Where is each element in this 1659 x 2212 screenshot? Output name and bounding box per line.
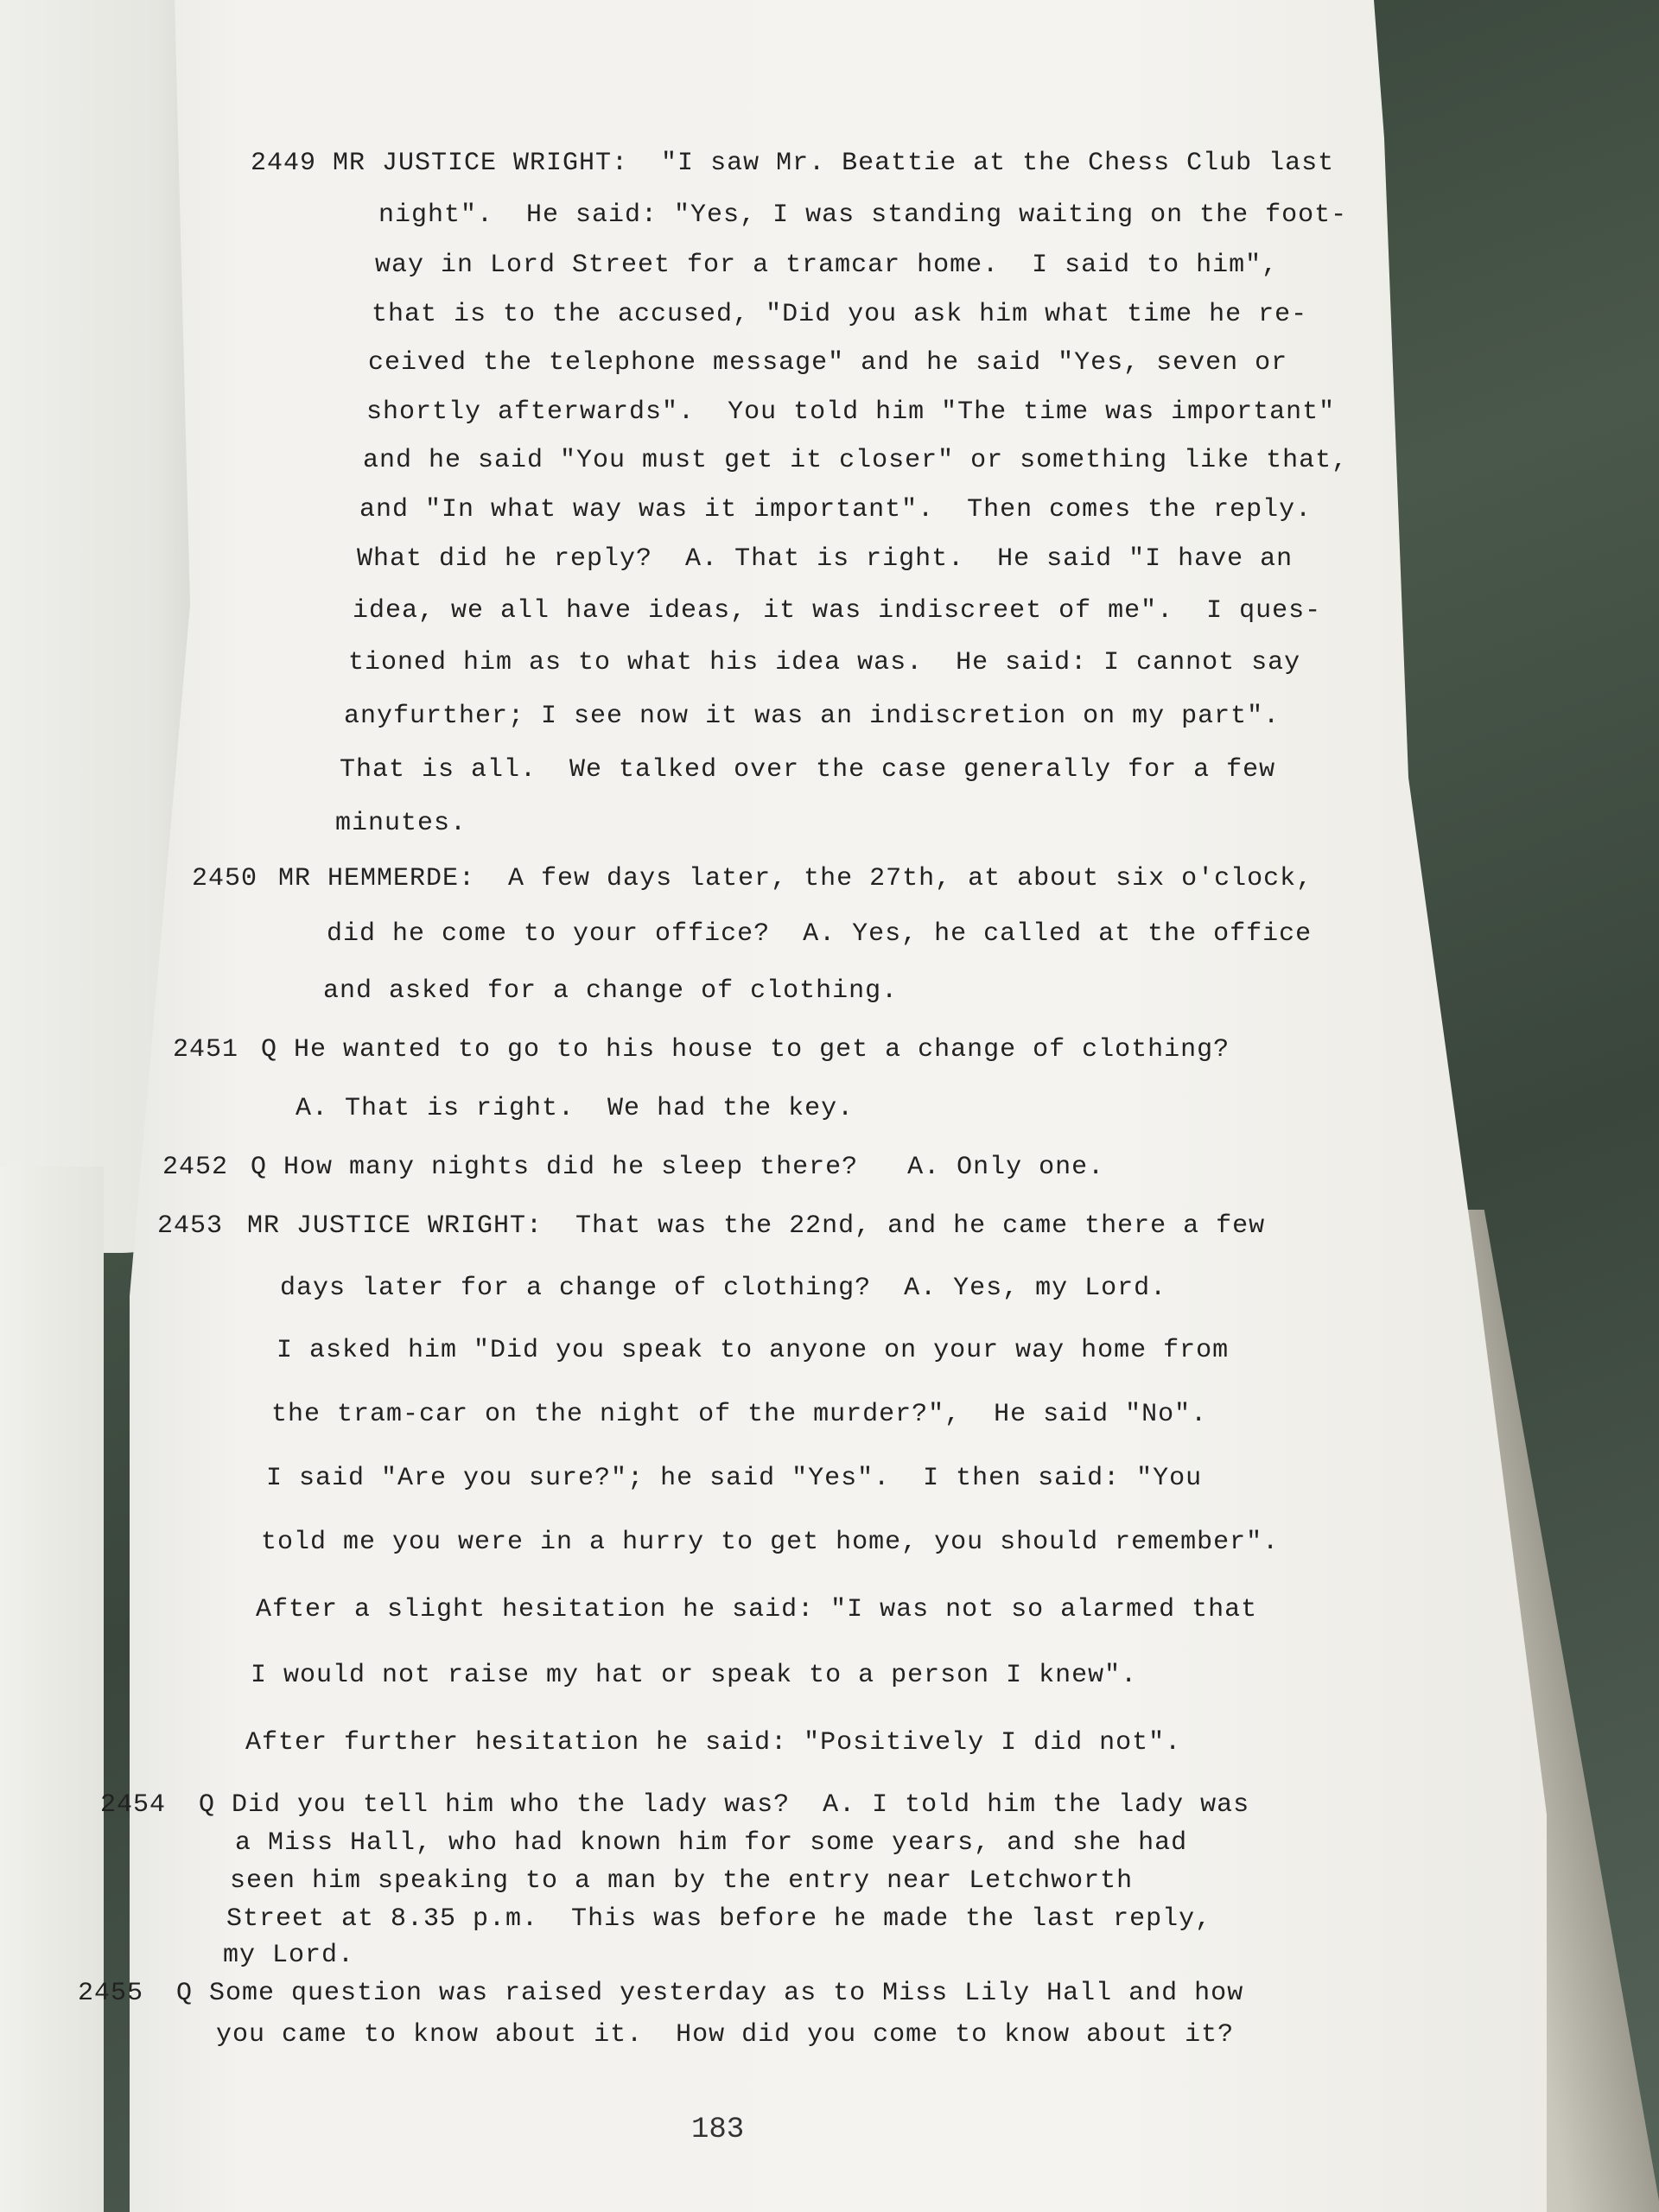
transcript-line: Q How many nights did he sleep there? A. Only one. [251,1153,1105,1182]
transcript-line: Q Some question was raised yesterday as to Miss Lily Hall and how [176,1979,1244,2008]
transcript-line: MR JUSTICE WRIGHT: That was the 22nd, and he came there a few [247,1211,1266,1241]
paragraph-number: 2449 [251,149,317,178]
transcript-line: shortly afterwards". You told him "The time was important" [366,397,1336,427]
transcript-line: I would not raise my hat or speak to a person I knew". [251,1661,1138,1690]
transcript-line: minutes. [335,809,467,838]
transcript-line: you came to know about it. How did you come to know about it? [216,2020,1235,2050]
transcript-line: I asked him "Did you speak to anyone on your way home from [276,1336,1230,1365]
transcript-line: my Lord. [223,1941,355,1970]
transcript-line: days later for a change of clothing? A. Yes, my Lord. [280,1274,1167,1303]
paragraph-number: 2451 [173,1035,239,1065]
transcript-line: tioned him as to what his idea was. He said: I cannot say [348,648,1301,677]
paragraph-number: 2452 [162,1153,229,1182]
transcript-line: seen him speaking to a man by the entry near Letchworth [230,1866,1134,1896]
transcript-line: did he come to your office? A. Yes, he called at the office [327,919,1313,949]
transcript-line: Q He wanted to go to his house to get a change of clothing? [261,1035,1230,1065]
transcript-line: that is to the accused, "Did you ask him what time he re- [372,300,1308,329]
transcript-line: What did he reply? A. That is right. He said "I have an [357,544,1294,574]
paragraph-number: 2453 [157,1211,224,1241]
transcript-line: and asked for a change of clothing. [323,976,899,1006]
transcript-line: ceived the telephone message" and he said "Yes, seven or [368,348,1288,378]
transcript-line: anyfurther; I see now it was an indiscretion on my part". [344,702,1281,731]
paragraph-number: 2450 [192,864,258,893]
transcript-line: and "In what way was it important". Then comes the reply. [359,495,1313,524]
transcript-line: night". He said: "Yes, I was standing waiting on the foot- [378,200,1348,230]
facing-page-lower [0,1166,104,2212]
transcript-line: A. That is right. We had the key. [296,1094,855,1123]
transcript-line: After further hesitation he said: "Positively I did not". [245,1728,1182,1758]
transcript-line: I said "Are you sure?"; he said "Yes". I then said: "You [266,1464,1203,1493]
transcript-line: the tram-car on the night of the murder?", He said "No". [271,1400,1208,1429]
transcript-line: After a slight hesitation he said: "I was not so alarmed that [256,1595,1258,1624]
transcript-line: way in Lord Street for a tramcar home. I said to him", [375,251,1279,280]
transcript-line: Q Did you tell him who the lady was? A. I told him the lady was [199,1790,1250,1820]
transcript-line: told me you were in a hurry to get home, you should remember". [261,1528,1280,1557]
transcript-line: idea, we all have ideas, it was indiscreet of me". I ques- [353,596,1322,626]
paragraph-number: 2454 [100,1790,167,1820]
transcript-line: That is all. We talked over the case generally for a few [340,755,1276,785]
transcript-line: MR HEMMERDE: A few days later, the 27th, at about six o'clock, [278,864,1313,893]
transcript-line: and he said "You must get it closer" or something like that, [363,446,1349,475]
transcript-line: MR JUSTICE WRIGHT: "I saw Mr. Beattie at the Chess Club last [333,149,1335,178]
transcript-line: a Miss Hall, who had known him for some years, and she had [235,1828,1188,1858]
transcript-line: Street at 8.35 p.m. This was before he made the last reply, [226,1904,1212,1934]
page-number: 183 [691,2113,745,2146]
paragraph-number: 2455 [78,1979,144,2008]
